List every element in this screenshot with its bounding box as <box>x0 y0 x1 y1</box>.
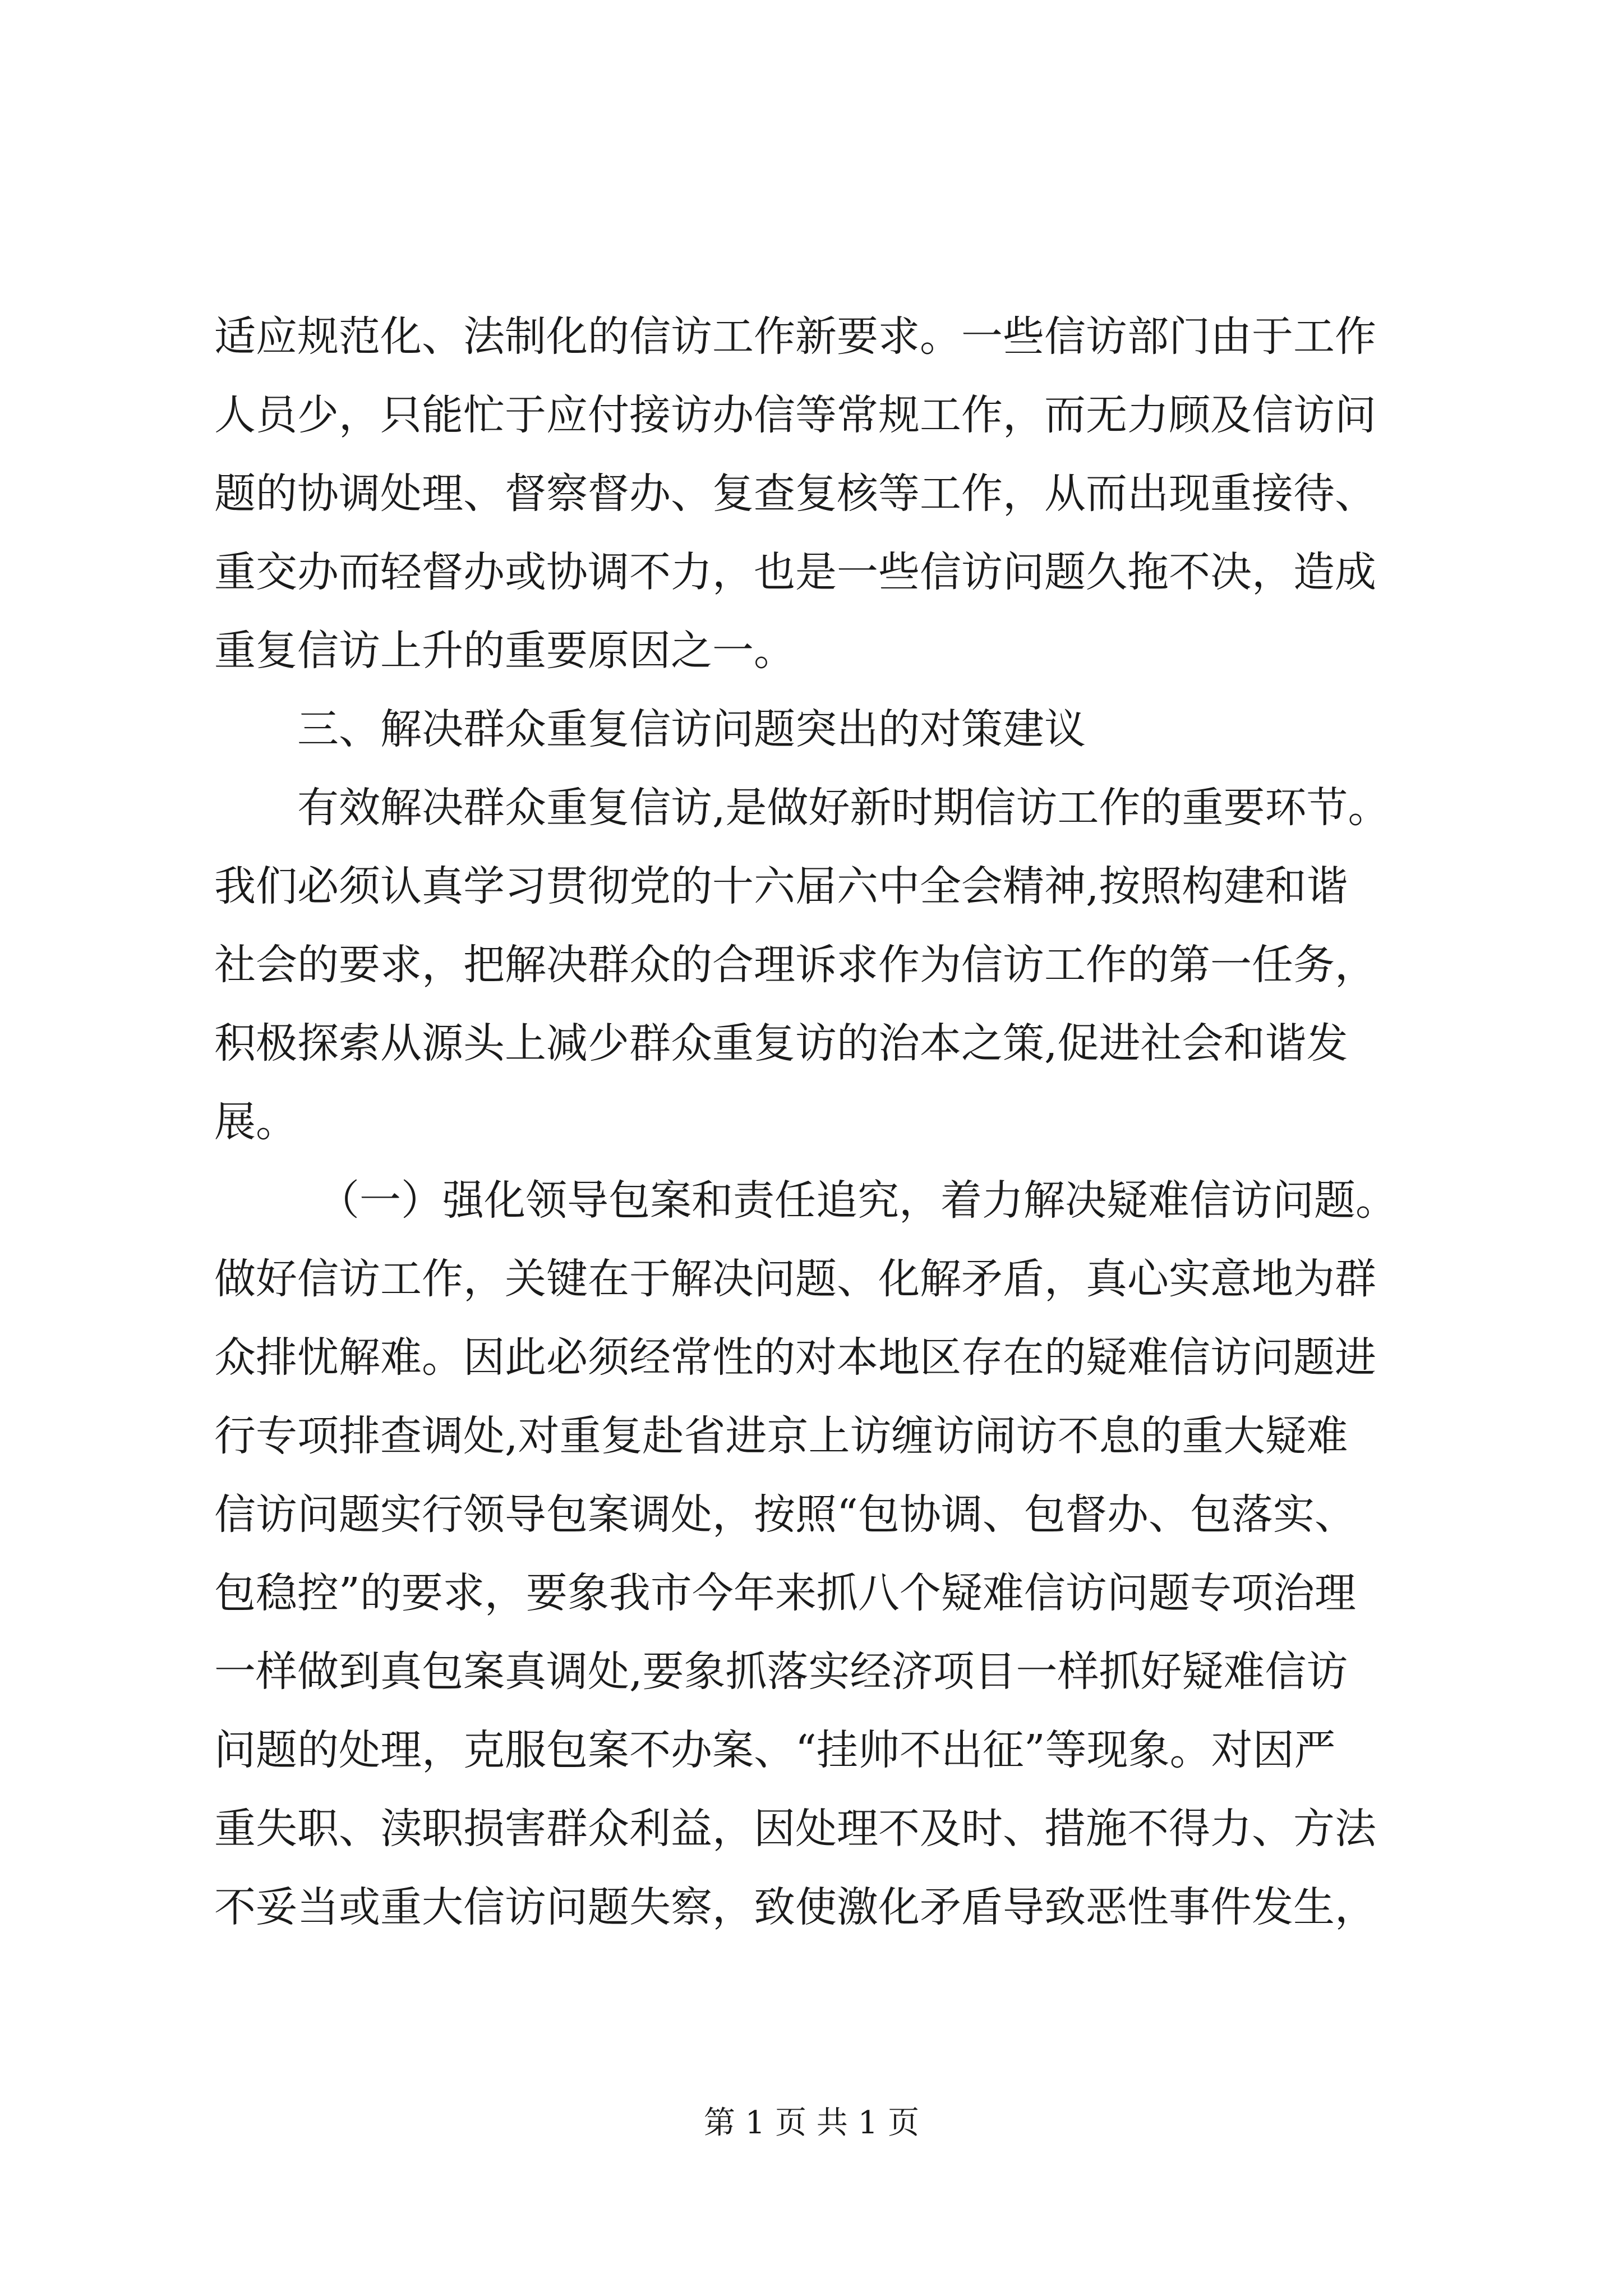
text-line: 包稳控”的要求，要象我市今年来抓八个疑难信访问题专项治理 <box>214 1569 1356 1617</box>
text-line: 适应规范化、法制化的信访工作新要求。一些信访部门由于工作 <box>214 312 1376 361</box>
text-line: 行专项排查调处,对重复赴省进京上访缠访闹访不息的重大疑难 <box>214 1412 1348 1460</box>
text-line: 题的协调处理、督察督办、复查复核等工作，从而出现重接待、 <box>214 470 1376 518</box>
text-line: 积极探索从源头上减少群众重复访的治本之策,促进社会和谐发 <box>214 1019 1348 1068</box>
page-footer: 第 1 页 共 1 页 <box>703 2105 920 2141</box>
text-line: 一样做到真包案真调处,要象抓落实经济项目一样抓好疑难信访 <box>214 1648 1348 1696</box>
section-heading: 三、解决群众重复信访问题突出的对策建议 <box>297 705 1086 753</box>
text-line: 信访问题实行领导包案调处，按照“包协调、包督办、包落实、 <box>214 1490 1356 1539</box>
text-line: 重失职、渎职损害群众利益，因处理不及时、措施不得力、方法 <box>214 1805 1376 1853</box>
text-line: 不妥当或重大信访问题失察，致使激化矛盾导致恶性事件发生， <box>214 1883 1376 1931</box>
text-line: 有效解决群众重复信访,是做好新时期信访工作的重要环节。 <box>297 784 1390 832</box>
text-line: 重交办而轻督办或协调不力，也是一些信访问题久拖不决，造成 <box>214 548 1376 596</box>
text-line: 做好信访工作，关键在于解决问题、化解矛盾，真心实意地为群 <box>214 1255 1376 1303</box>
text-line: 重复信访上升的重要原因之一。 <box>214 627 795 675</box>
text-line: 我们必须认真学习贯彻党的十六届六中全会精神,按照构建和谐 <box>214 862 1348 910</box>
subsection-heading: （一）强化领导包案和责任追究，着力解决疑难信访问题。 <box>318 1176 1397 1225</box>
text-line: 社会的要求，把解决群众的合理诉求作为信访工作的第一任务， <box>214 941 1376 989</box>
text-line: 展。 <box>214 1098 297 1146</box>
document-body <box>214 297 1437 1947</box>
text-line: 问题的处理，克服包案不办案、“挂帅不出征”等现象。对因严 <box>214 1726 1336 1774</box>
text-line: 众排忧解难。因此必须经常性的对本地区存在的疑难信访问题进 <box>214 1333 1376 1382</box>
text-line: 人员少，只能忙于应付接访办信等常规工作，而无力顾及信访问 <box>214 391 1376 439</box>
